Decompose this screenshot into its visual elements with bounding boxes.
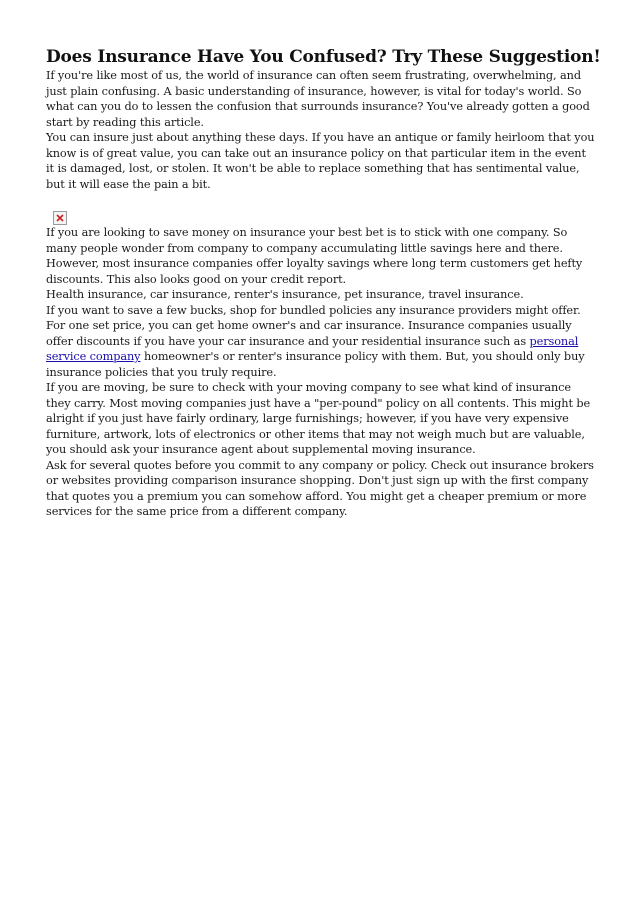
paragraph-insurance-types: Health insurance, car insurance, renter's insurance, pet insurance, travel insurance.: [46, 288, 524, 301]
paragraph-one-company: If you are looking to save money on insurance your best bet is to stick with one company. So many people wonder from company to company accumulating little savings here and there. However, most insurance companies offer loyalty savings where long term customers get hefty discounts. This also looks good on your credit report.: [46, 226, 583, 286]
image-placeholder: [53, 211, 67, 225]
paragraph-insure-anything: You can insure just about anything these days. If you have an antique or family heirloom that you know is of great value, you can take out an insurance policy on that particular item in the event it is damaged, lost, or stolen. It won't be able to replace something that has sentimental value, but it will ease the pain a bit.: [46, 131, 595, 191]
paragraph-bundled-text-after: homeowner's or renter's insurance policy with them. But, you should only buy insurance policies that you truly require.: [46, 350, 585, 379]
document-title: Does Insurance Have You Confused? Try These Suggestion!: [46, 47, 601, 67]
paragraph-bundled-policies: [46, 303, 596, 381]
paragraph-intro: If you're like most of us, the world of insurance can often seem frustrating, overwhelming, and just plain confusing. A basic understanding of insurance, however, is vital for today's world. So what can you do to lessen the confusion that surrounds insurance? You've already gotten a good start by reading this article.: [46, 69, 590, 129]
paragraph-moving: If you are moving, be sure to check with your moving company to see what kind of insurance they carry. Most moving companies just have a "per-pound" policy on all contents. This might be alright if you just have fairly ordinary, large furnishings; however, if you have very expensive furniture, artwork, lots of electronics or other items that may not weigh much but are valuable, you should ask your insurance agent about supplemental moving insurance.: [46, 381, 591, 456]
broken-image-icon: [53, 211, 67, 225]
document-page: [46, 0, 601, 520]
personal-service-company-link[interactable]: personal service company: [46, 334, 579, 363]
paragraph-quotes: Ask for several quotes before you commit to any company or policy. Check out insurance brokers or websites providing comparison insurance shopping. Don't just sign up with the first company that quotes you a premium you can somehow afford. You might get a cheaper premium or more services for the same price from a different company.: [46, 458, 594, 518]
paragraph-bundled-text-before: If you want to save a few bucks, shop for bundled policies any insurance providers might offer. For one set price, you can get home owner's and car insurance. Insurance companies usually offer discounts if you have your car insurance and your residential insurance such as: [46, 303, 581, 348]
